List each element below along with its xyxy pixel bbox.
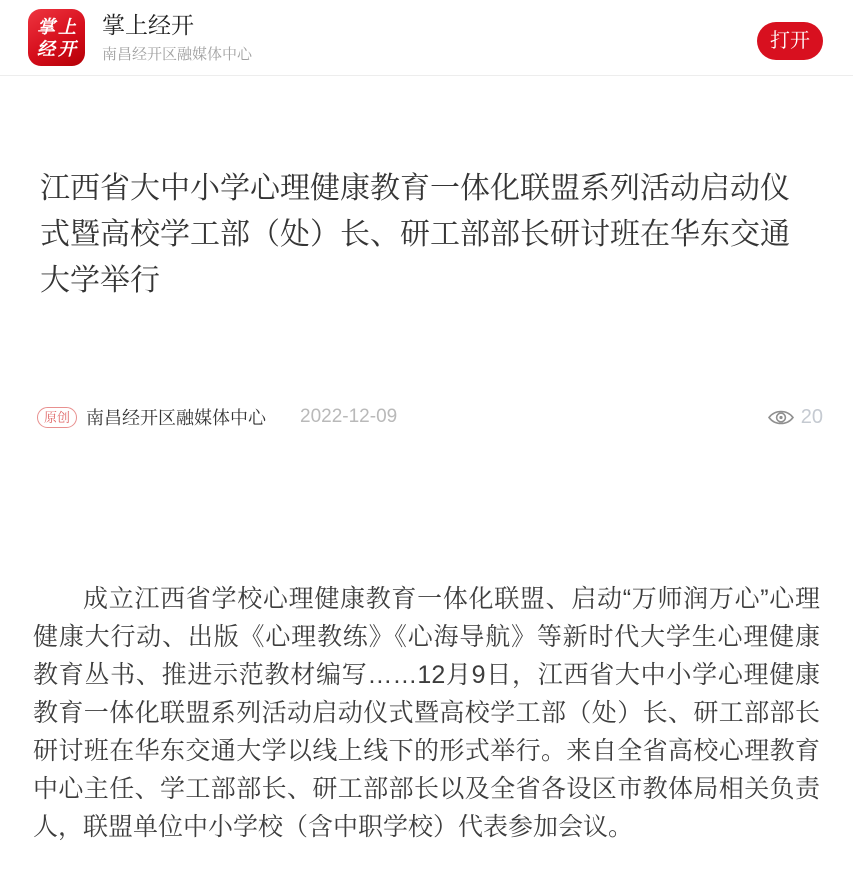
view-counter (768, 406, 823, 429)
author-name: 南昌经开区融媒体中心 (86, 408, 267, 428)
article-title: 江西省大中小学心理健康教育一体化联盟系列活动启动仪式暨高校学工部（处）长、研工部部长研讨班在华东交通大学举行 (40, 172, 790, 297)
app-name: 掌上经开 (102, 11, 194, 38)
article-meta (37, 404, 823, 430)
article-page (0, 166, 853, 846)
open-app-button[interactable]: 打开 (757, 22, 823, 60)
app-banner (0, 0, 853, 76)
article-body: 成立江西省学校心理健康教育一体化联盟、启动“万师润万心”心理健康大行动、出版《心理教练》《心海导航》等新时代大学生心理健康教育丛书、推进示范教材编写……12月9日，江西省大中小学心理健康教育一体化联盟系列活动启动仪式暨高校学工部（处）长、研工部部长研讨班在华东交通大学以线上线下的形式举行。来自全省高校心理教育中心主任、学工部部长、研工部部长以及全省各设区市教体局相关负责人，联盟单位中小学校（含中职学校）代表参加会议。 (33, 585, 820, 841)
app-logo-line1: 掌上 (37, 16, 79, 37)
app-info (102, 12, 252, 64)
app-logo-icon (28, 9, 85, 66)
publish-date: 2022-12-09 (300, 406, 398, 427)
eye-icon (768, 408, 794, 427)
view-count: 20 (800, 405, 823, 428)
app-logo-line2: 经开 (37, 38, 79, 59)
original-badge: 原创 (37, 407, 77, 428)
app-subtitle: 南昌经开区融媒体中心 (102, 45, 253, 63)
